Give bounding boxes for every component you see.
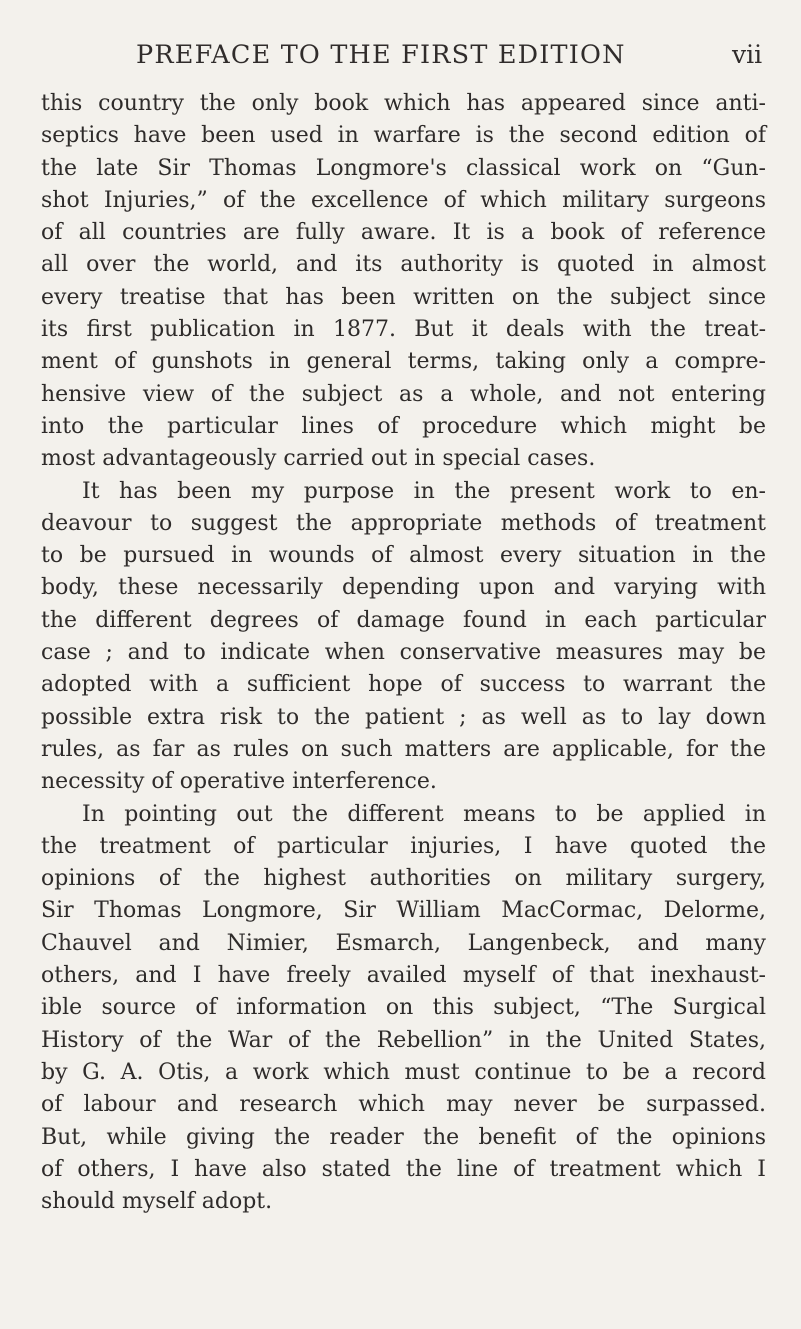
text-line: Chauvel and Nimier, Esmarch, Langenbeck, and many <box>41 930 766 956</box>
text-line: necessity of operative interference. <box>41 769 437 795</box>
text-line: case ; and to indicate when conservative measures may be <box>41 640 766 666</box>
text-line: ment of gunshots in general terms, taking only a compre- <box>41 349 766 375</box>
text-line: most advantageously carried out in special cases. <box>41 446 596 472</box>
text-line: its first publication in 1877. But it deals with the treat- <box>41 317 766 343</box>
text-line: this country the only book which has appeared since anti- <box>41 91 766 116</box>
text-line: History of the War of the Rebellion” in the United States, <box>41 1027 766 1053</box>
text-line: It has been my purpose in the present work to en- <box>82 478 766 504</box>
text-line: the different degrees of damage found in each particular <box>41 607 766 633</box>
text-line: of all countries are fully aware. It is a book of reference <box>41 220 766 246</box>
text-line: to be pursued in wounds of almost every situation in the <box>41 543 766 569</box>
text-line: In pointing out the different means to be applied in <box>82 801 766 827</box>
text-line: into the particular lines of procedure which might be <box>41 413 766 439</box>
text-line: all over the world, and its authority is quoted in almost <box>41 252 766 278</box>
text-line: septics have been used in warfare is the second edition of <box>41 123 766 149</box>
text-line: by G. A. Otis, a work which must continue to be a record <box>41 1059 766 1085</box>
text-line: But, while giving the reader the benefit of the opinions <box>41 1124 766 1150</box>
page-header <box>0 40 801 80</box>
text-line: of others, I have also stated the line of treatment which I <box>41 1156 766 1182</box>
paragraph <box>41 88 766 476</box>
text-line: the treatment of particular injuries, I have quoted the <box>41 833 766 859</box>
text-line: possible extra risk to the patient ; as well as to lay down <box>41 704 766 730</box>
running-head: PREFACE TO THE FIRST EDITION <box>136 40 626 70</box>
text-line: hensive view of the subject as a whole, and not entering <box>41 381 766 407</box>
page-number: vii <box>732 40 763 69</box>
paragraph <box>41 799 766 1219</box>
text-line: body, these necessarily depending upon and varying with <box>41 575 766 601</box>
text-line: Sir Thomas Longmore, Sir William MacCormac, Delorme, <box>41 898 766 924</box>
text-line: the late Sir Thomas Longmore's classical work on “Gun- <box>41 155 766 181</box>
paragraph <box>41 476 766 799</box>
text-line: adopted with a sufficient hope of success to warrant the <box>41 672 766 698</box>
body-text <box>41 88 766 1218</box>
text-line: ible source of information on this subject, “The Surgical <box>41 995 766 1021</box>
text-line: of labour and research which may never be surpassed. <box>41 1092 766 1118</box>
text-line: rules, as far as rules on such matters are applicable, for the <box>41 736 766 762</box>
text-line: deavour to suggest the appropriate methods of treatment <box>41 510 766 536</box>
text-line: others, and I have freely availed myself of that inexhaust- <box>41 963 766 989</box>
text-line: every treatise that has been written on the subject since <box>41 284 766 310</box>
text-line: opinions of the highest authorities on military surgery, <box>41 866 766 892</box>
text-line: shot Injuries,” of the excellence of which military surgeons <box>41 187 766 213</box>
text-line: should myself adopt. <box>41 1189 273 1215</box>
